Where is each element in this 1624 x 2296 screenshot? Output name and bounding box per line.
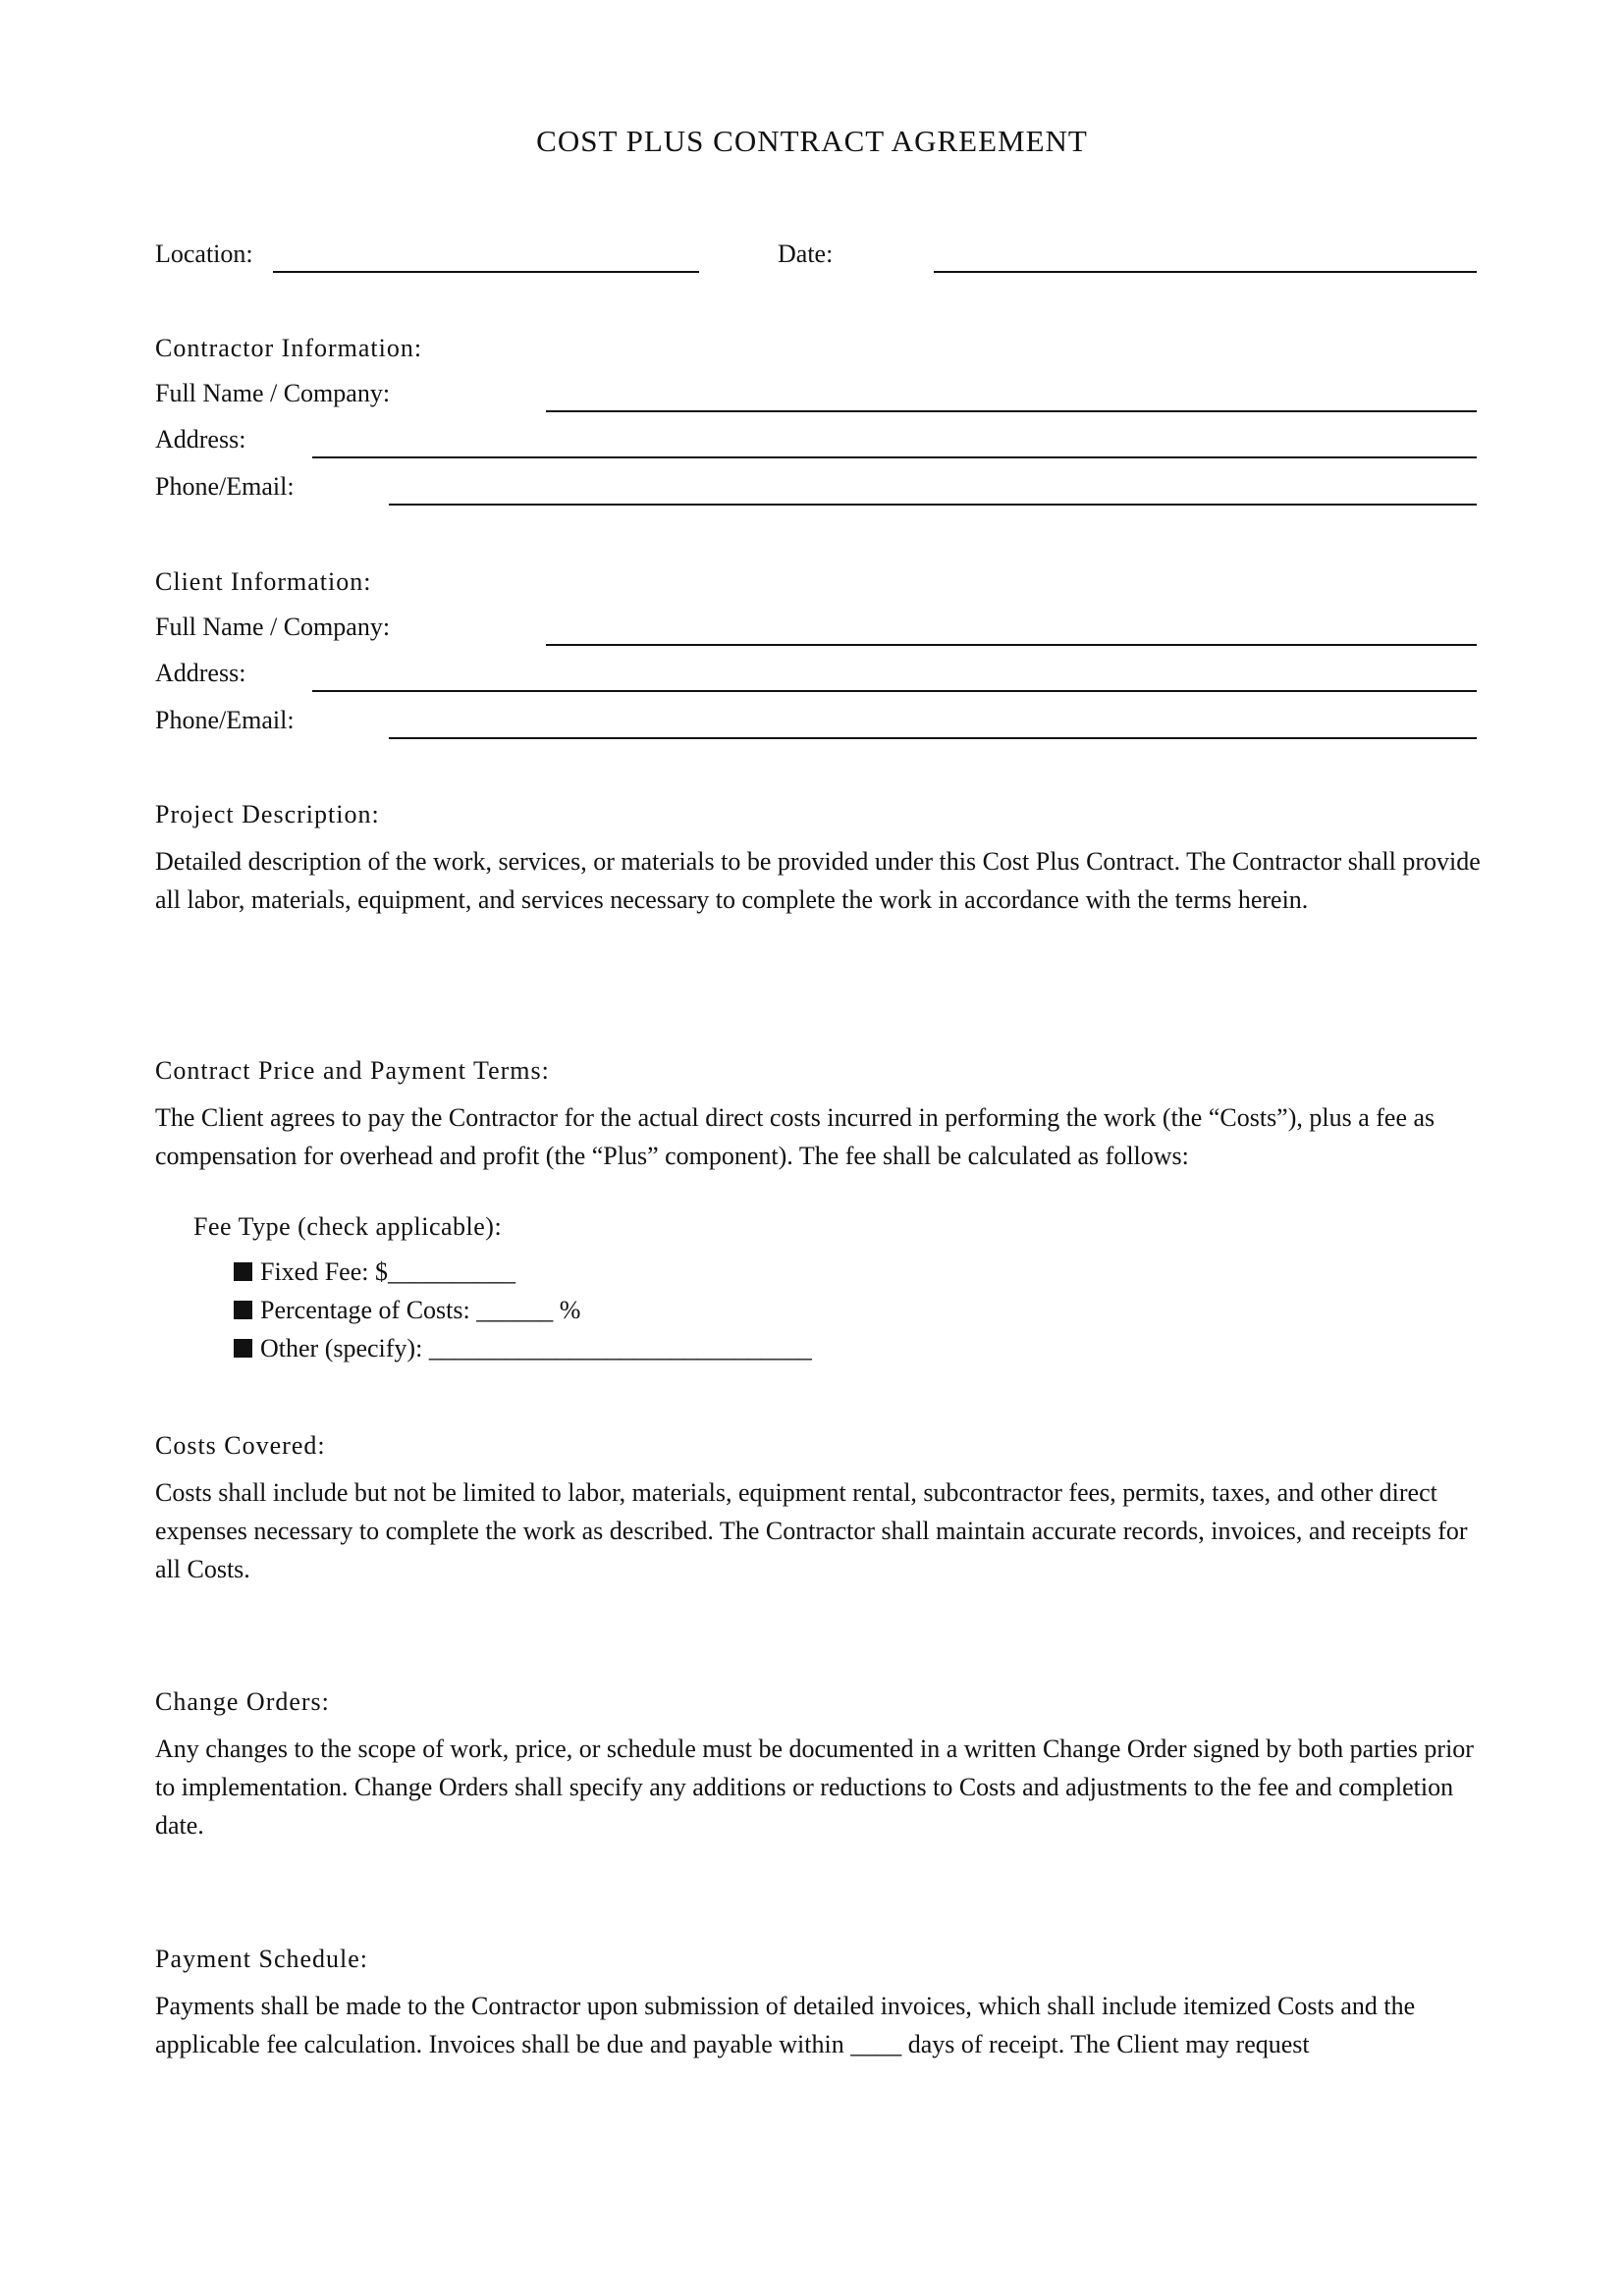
client-name-row	[155, 607, 1477, 646]
payment-text: Payments shall be made to the Contractor upon submission of detailed invoices, which shall include itemized Costs and the applicable fee calculation. Invoices shall be due and payable within ____ days of receipt. The Client may request	[155, 1992, 1416, 2058]
change-orders-heading: Change Orders:	[155, 1687, 330, 1716]
project-heading: Project Description:	[155, 800, 380, 828]
client-address-field[interactable]	[312, 690, 1477, 692]
costs-text: Costs shall include but not be limited to labor, materials, equipment rental, subcontractor fees, permits, taxes, and other direct expenses necessary to complete the work as described. The Contractor shall maintain accurate records, invoices, and receipts for all Costs.	[155, 1478, 1468, 1583]
checkbox-icon[interactable]	[234, 1339, 252, 1358]
client-name-label: Full Name / Company:	[155, 613, 391, 641]
contractor-address-field[interactable]	[312, 456, 1477, 458]
fee-option-label: Percentage of Costs: ______ %	[260, 1296, 581, 1324]
project-text: Detailed description of the work, services, or materials to be provided under this Cost Plus Contract. The Contractor shall provide all labor, materials, equipment, and services necessary to complete the work in accordance with the terms herein.	[155, 847, 1481, 914]
checkbox-icon[interactable]	[234, 1301, 252, 1319]
contractor-phone-field[interactable]	[389, 504, 1477, 506]
contractor-name-row	[155, 373, 1477, 412]
fee-option-label: Fixed Fee: $__________	[260, 1257, 515, 1286]
location-date-row	[155, 234, 1477, 273]
fee-option-fixed[interactable]	[234, 1257, 515, 1287]
client-phone-label: Phone/Email:	[155, 706, 295, 734]
contractor-name-field[interactable]	[546, 410, 1477, 412]
client-heading: Client Information:	[155, 567, 372, 596]
location-label: Location:	[155, 240, 253, 268]
contractor-phone-row	[155, 466, 1477, 506]
contractor-name-label: Full Name / Company:	[155, 379, 391, 407]
contractor-address-label: Address:	[155, 425, 246, 454]
change-orders-text: Any changes to the scope of work, price, or schedule must be documented in a written Change Order signed by both parties prior to implementation. Change Orders shall specify any additions or reductions to Costs and adjustments to the fee and completion date.	[155, 1735, 1474, 1840]
fee-type-heading: Fee Type (check applicable):	[193, 1212, 503, 1241]
price-text: The Client agrees to pay the Contractor for the actual direct costs incurred in performing the work (the “Costs”), plus a fee as compensation for overhead and profit (the “Plus” component). The fee shall be calculated as follows:	[155, 1103, 1435, 1170]
client-address-label: Address:	[155, 659, 246, 687]
contractor-phone-label: Phone/Email:	[155, 472, 295, 501]
contractor-address-row	[155, 419, 1477, 458]
location-field[interactable]	[273, 271, 699, 273]
contractor-heading: Contractor Information:	[155, 334, 423, 362]
client-address-row	[155, 653, 1477, 692]
client-name-field[interactable]	[546, 644, 1477, 646]
checkbox-icon[interactable]	[234, 1262, 252, 1281]
fee-option-label: Other (specify): ______________________________	[260, 1334, 812, 1362]
price-heading: Contract Price and Payment Terms:	[155, 1056, 550, 1085]
fee-option-percentage[interactable]	[234, 1296, 580, 1325]
date-field[interactable]	[934, 271, 1477, 273]
client-phone-row	[155, 700, 1477, 739]
fee-option-other[interactable]	[234, 1334, 812, 1363]
date-label: Date:	[778, 240, 834, 268]
payment-heading: Payment Schedule:	[155, 1945, 369, 1973]
costs-heading: Costs Covered:	[155, 1431, 326, 1460]
client-phone-field[interactable]	[389, 737, 1477, 739]
document-title: COST PLUS CONTRACT AGREEMENT	[536, 124, 1088, 158]
